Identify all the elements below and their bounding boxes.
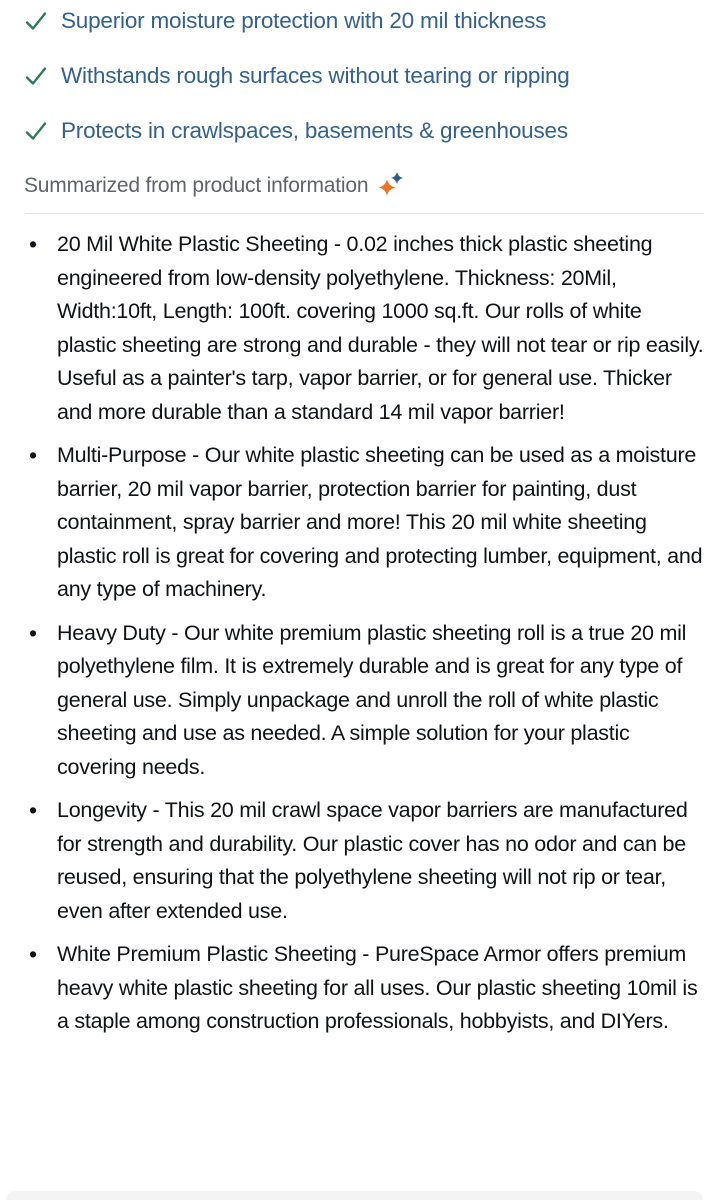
summary-attribution bbox=[24, 173, 709, 199]
bullet-item: • Heavy Duty - Our white premium plastic sheeting roll is a true 20 mil polyethylene film. It is extremely durable and is great for any type of general use. Simply unpackage and unroll the roll of white plastic sheeting and use as needed. A simple solution for your plastic covering needs. bbox=[24, 617, 705, 785]
highlight-text: Protects in crawlspaces, basements & greenhouses bbox=[61, 118, 568, 143]
summary-label: Summarized from product information bbox=[24, 174, 369, 197]
bullet-item: • 20 Mil White Plastic Sheeting - 0.02 inches thick plastic sheeting engineered from low-density polyethylene. Thickness: 20Mil, Width:10ft, Length: 100ft. covering 1000 sq.ft. Our rolls of white plastic sheeting are strong and durable - they will not tear or rip easily. Useful as a painter's tarp, vapor barrier, or for general use. Thicker and more durable than a standard 14 mil vapor barrier! bbox=[24, 228, 705, 429]
section-divider bbox=[25, 213, 704, 214]
check-icon bbox=[24, 64, 48, 88]
highlight-row bbox=[24, 118, 709, 144]
bullet-item: • Longevity - This 20 mil crawl space vapor barriers are manufactured for strength and durability. Our plastic cover has no odor and can be reused, ensuring that the polyethylene sheeting will not rip or tear, even after extended use. bbox=[24, 794, 705, 928]
highlight-row bbox=[24, 63, 709, 89]
highlight-text: Superior moisture protection with 20 mil thickness bbox=[61, 8, 547, 33]
bottom-sheet-edge bbox=[6, 1191, 703, 1200]
highlight-row bbox=[24, 8, 709, 34]
bullet-item: • Multi-Purpose - Our white plastic sheeting can be used as a moisture barrier, 20 mil vapor barrier, protection barrier for painting, dust containment, spray barrier and more! This 20 mil white sheeting plastic roll is great for covering and protecting lumber, equipment, and any type of machinery. bbox=[24, 439, 705, 607]
product-bullet-list bbox=[24, 228, 709, 1039]
check-icon bbox=[24, 119, 48, 143]
bullet-item: • White Premium Plastic Sheeting - PureSpace Armor offers premium heavy white plastic sheeting for all uses. Our plastic sheeting 10mil is a staple among construction professionals, hobbyists, and DIYers. bbox=[24, 938, 705, 1039]
check-icon bbox=[24, 9, 48, 33]
highlight-text: Withstands rough surfaces without tearing or ripping bbox=[61, 63, 570, 88]
ai-sparkle-icon bbox=[377, 171, 404, 198]
